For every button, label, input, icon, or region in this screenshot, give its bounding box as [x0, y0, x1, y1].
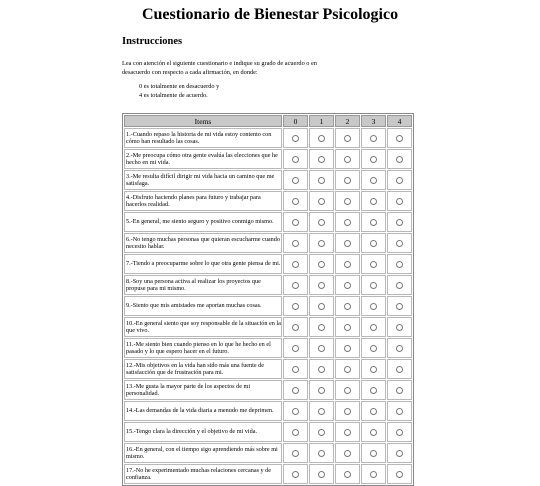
- item-text: 1.-Cuando repaso la historia de mi vida estoy contento con cómo han resultado las cosas.: [124, 128, 282, 148]
- radio-option-3[interactable]: [370, 240, 377, 247]
- option-cell: [335, 380, 360, 400]
- instructions-text: Lea con atención el siguiente cuestionario e indique su grado de acuerdo o en desacuerdo con respecto a cada afirmación, en donde:: [122, 60, 317, 76]
- option-cell: [361, 233, 386, 253]
- radio-option-4[interactable]: [396, 429, 403, 436]
- option-cell: [387, 401, 412, 421]
- scale-note-0: 0 es totalmente en desacuerdo y: [139, 83, 220, 90]
- item-text: 5.-En general, me siento seguro y positivo conmigo mismo.: [124, 212, 282, 232]
- option-cell: [283, 443, 308, 463]
- radio-option-0[interactable]: [292, 345, 299, 352]
- item-text: 12.-Mis objetivos en la vida han sido más una fuente de satisfacción que de frustración para mi.: [124, 359, 282, 379]
- table-row: [124, 464, 412, 484]
- radio-option-2[interactable]: [344, 177, 351, 184]
- radio-option-1[interactable]: [318, 135, 325, 142]
- option-cell: [283, 380, 308, 400]
- option-cell: [335, 149, 360, 169]
- radio-option-3[interactable]: [370, 450, 377, 457]
- scale-note-4: 4 es totalmente de acuerdo.: [139, 91, 208, 99]
- option-cell: [361, 254, 386, 274]
- radio-option-0[interactable]: [292, 177, 299, 184]
- option-cell: [309, 191, 334, 211]
- column-header-3: 3: [361, 115, 386, 127]
- item-text: 14.-Las demandas de la vida diaria a menudo me deprimen.: [124, 401, 282, 421]
- option-cell: [283, 296, 308, 316]
- radio-option-0[interactable]: [292, 303, 299, 310]
- radio-option-4[interactable]: [396, 261, 403, 268]
- radio-option-2[interactable]: [344, 471, 351, 478]
- option-cell: [309, 338, 334, 358]
- radio-option-4[interactable]: [396, 387, 403, 394]
- radio-option-0[interactable]: [292, 156, 299, 163]
- option-cell: [361, 422, 386, 442]
- item-text: 8.-Soy una persona activa al realizar los proyectos que propuse para mi mismo.: [124, 275, 282, 295]
- radio-option-0[interactable]: [292, 366, 299, 373]
- option-cell: [283, 191, 308, 211]
- radio-option-3[interactable]: [370, 303, 377, 310]
- radio-option-3[interactable]: [370, 135, 377, 142]
- radio-option-3[interactable]: [370, 387, 377, 394]
- option-cell: [335, 443, 360, 463]
- option-cell: [309, 422, 334, 442]
- option-cell: [361, 296, 386, 316]
- option-cell: [309, 401, 334, 421]
- option-cell: [335, 191, 360, 211]
- option-cell: [387, 149, 412, 169]
- radio-option-0[interactable]: [292, 135, 299, 142]
- radio-option-4[interactable]: [396, 471, 403, 478]
- radio-option-4[interactable]: [396, 282, 403, 289]
- radio-option-1[interactable]: [318, 240, 325, 247]
- radio-option-0[interactable]: [292, 282, 299, 289]
- table-row: [124, 296, 412, 316]
- table-row: [124, 443, 412, 463]
- radio-option-1[interactable]: [318, 366, 325, 373]
- radio-option-3[interactable]: [370, 471, 377, 478]
- option-cell: [335, 233, 360, 253]
- option-cell: [309, 359, 334, 379]
- radio-option-3[interactable]: [370, 219, 377, 226]
- option-cell: [387, 212, 412, 232]
- radio-option-4[interactable]: [396, 135, 403, 142]
- option-cell: [361, 149, 386, 169]
- option-cell: [387, 380, 412, 400]
- radio-option-2[interactable]: [344, 303, 351, 310]
- radio-option-4[interactable]: [396, 345, 403, 352]
- option-cell: [387, 359, 412, 379]
- item-text: 11.-Me siento bien cuando pienso en lo que he hecho en el pasado y lo que espero hacer en el futuro.: [124, 338, 282, 358]
- table-row: [124, 233, 412, 253]
- radio-option-0[interactable]: [292, 219, 299, 226]
- option-cell: [387, 443, 412, 463]
- option-cell: [309, 128, 334, 148]
- option-cell: [335, 338, 360, 358]
- radio-option-4[interactable]: [396, 198, 403, 205]
- option-cell: [283, 128, 308, 148]
- option-cell: [387, 464, 412, 484]
- table-row: [124, 254, 412, 274]
- option-cell: [387, 338, 412, 358]
- column-header-0: 0: [283, 115, 308, 127]
- option-cell: [335, 212, 360, 232]
- table-header-row: [124, 115, 412, 127]
- option-cell: [387, 170, 412, 190]
- option-cell: [387, 254, 412, 274]
- table-row: [124, 338, 412, 358]
- option-cell: [335, 254, 360, 274]
- table-row: [124, 359, 412, 379]
- table-row: [124, 191, 412, 211]
- option-cell: [283, 338, 308, 358]
- radio-option-0[interactable]: [292, 450, 299, 457]
- option-cell: [361, 191, 386, 211]
- option-cell: [309, 149, 334, 169]
- option-cell: [361, 212, 386, 232]
- option-cell: [361, 317, 386, 337]
- column-header-2: 2: [335, 115, 360, 127]
- radio-option-2[interactable]: [344, 387, 351, 394]
- radio-option-4[interactable]: [396, 408, 403, 415]
- radio-option-0[interactable]: [292, 261, 299, 268]
- table-row: [124, 401, 412, 421]
- radio-option-4[interactable]: [396, 324, 403, 331]
- radio-option-1[interactable]: [318, 282, 325, 289]
- option-cell: [283, 317, 308, 337]
- table-row: [124, 149, 412, 169]
- option-cell: [361, 443, 386, 463]
- radio-option-0[interactable]: [292, 471, 299, 478]
- item-text: 7.-Tiendo a preocuparme sobre lo que otra gente piensa de mi.: [124, 254, 282, 274]
- radio-option-0[interactable]: [292, 408, 299, 415]
- option-cell: [361, 170, 386, 190]
- table-row: [124, 380, 412, 400]
- table-row: [124, 275, 412, 295]
- radio-option-1[interactable]: [318, 408, 325, 415]
- radio-option-3[interactable]: [370, 156, 377, 163]
- radio-option-0[interactable]: [292, 429, 299, 436]
- option-cell: [283, 275, 308, 295]
- radio-option-1[interactable]: [318, 471, 325, 478]
- option-cell: [283, 254, 308, 274]
- radio-option-3[interactable]: [370, 177, 377, 184]
- scale-notes: [139, 83, 219, 100]
- option-cell: [309, 317, 334, 337]
- radio-option-3[interactable]: [370, 198, 377, 205]
- items-column-header: Items: [124, 115, 282, 127]
- radio-option-1[interactable]: [318, 261, 325, 268]
- radio-option-2[interactable]: [344, 261, 351, 268]
- option-cell: [309, 212, 334, 232]
- option-cell: [387, 422, 412, 442]
- option-cell: [309, 464, 334, 484]
- radio-option-0[interactable]: [292, 198, 299, 205]
- radio-option-4[interactable]: [396, 219, 403, 226]
- radio-option-1[interactable]: [318, 450, 325, 457]
- item-text: 6.-No tengo muchas personas que quieran escucharme cuando necesito hablar.: [124, 233, 282, 253]
- option-cell: [335, 128, 360, 148]
- option-cell: [283, 422, 308, 442]
- item-text: 10.-En general siento que soy responsable de la situación en la que vivo.: [124, 317, 282, 337]
- radio-option-3[interactable]: [370, 429, 377, 436]
- option-cell: [309, 296, 334, 316]
- option-cell: [387, 317, 412, 337]
- radio-option-4[interactable]: [396, 240, 403, 247]
- option-cell: [309, 275, 334, 295]
- option-cell: [309, 254, 334, 274]
- option-cell: [283, 359, 308, 379]
- radio-option-1[interactable]: [318, 429, 325, 436]
- instructions-heading: Instrucciones: [122, 36, 183, 47]
- radio-option-4[interactable]: [396, 366, 403, 373]
- option-cell: [283, 464, 308, 484]
- option-cell: [309, 233, 334, 253]
- option-cell: [283, 149, 308, 169]
- radio-option-1[interactable]: [318, 324, 325, 331]
- table-row: [124, 170, 412, 190]
- table-row: [124, 317, 412, 337]
- radio-option-2[interactable]: [344, 198, 351, 205]
- radio-option-3[interactable]: [370, 282, 377, 289]
- radio-option-2[interactable]: [344, 366, 351, 373]
- column-header-1: 1: [309, 115, 334, 127]
- radio-option-2[interactable]: [344, 135, 351, 142]
- radio-option-1[interactable]: [318, 345, 325, 352]
- option-cell: [387, 233, 412, 253]
- option-cell: [361, 338, 386, 358]
- table-row: [124, 128, 412, 148]
- item-text: 2.-Me preocupa cómo otra gente evalúa las elecciones que he hecho en mi vida.: [124, 149, 282, 169]
- radio-option-2[interactable]: [344, 156, 351, 163]
- radio-option-4[interactable]: [396, 177, 403, 184]
- option-cell: [387, 128, 412, 148]
- option-cell: [335, 275, 360, 295]
- radio-option-2[interactable]: [344, 345, 351, 352]
- option-cell: [387, 296, 412, 316]
- radio-option-2[interactable]: [344, 429, 351, 436]
- radio-option-2[interactable]: [344, 282, 351, 289]
- item-text: 15.-Tengo clara la dirección y el objetivo de mi vida.: [124, 422, 282, 442]
- option-cell: [283, 212, 308, 232]
- option-cell: [387, 191, 412, 211]
- radio-option-2[interactable]: [344, 408, 351, 415]
- item-text: 3.-Me resulta difícil dirigir mi vida hacia un camino que me satisfaga.: [124, 170, 282, 190]
- radio-option-2[interactable]: [344, 324, 351, 331]
- radio-option-3[interactable]: [370, 261, 377, 268]
- radio-option-4[interactable]: [396, 156, 403, 163]
- option-cell: [335, 296, 360, 316]
- option-cell: [335, 359, 360, 379]
- radio-option-0[interactable]: [292, 240, 299, 247]
- option-cell: [361, 128, 386, 148]
- option-cell: [283, 233, 308, 253]
- option-cell: [335, 317, 360, 337]
- column-header-4: 4: [387, 115, 412, 127]
- radio-option-2[interactable]: [344, 240, 351, 247]
- table-row: [124, 422, 412, 442]
- radio-option-3[interactable]: [370, 408, 377, 415]
- option-cell: [361, 359, 386, 379]
- option-cell: [361, 401, 386, 421]
- radio-option-1[interactable]: [318, 219, 325, 226]
- option-cell: [361, 464, 386, 484]
- option-cell: [387, 275, 412, 295]
- radio-option-0[interactable]: [292, 324, 299, 331]
- item-text: 16.-En general, con el tiempo sigo aprendiendo más sobre mi mismo.: [124, 443, 282, 463]
- radio-option-4[interactable]: [396, 303, 403, 310]
- page-title: Cuestionario de Bienestar Psicologico: [141, 6, 399, 23]
- radio-option-2[interactable]: [344, 450, 351, 457]
- radio-option-1[interactable]: [318, 303, 325, 310]
- radio-option-1[interactable]: [318, 387, 325, 394]
- radio-option-3[interactable]: [370, 324, 377, 331]
- radio-option-1[interactable]: [318, 198, 325, 205]
- item-text: 9.-Siento que mis amistades me aportan muchas cosas.: [124, 296, 282, 316]
- radio-option-0[interactable]: [292, 387, 299, 394]
- questionnaire-table: [122, 113, 414, 486]
- option-cell: [335, 422, 360, 442]
- option-cell: [309, 443, 334, 463]
- option-cell: [309, 380, 334, 400]
- radio-option-2[interactable]: [344, 219, 351, 226]
- option-cell: [361, 275, 386, 295]
- option-cell: [335, 401, 360, 421]
- radio-option-3[interactable]: [370, 345, 377, 352]
- item-text: 17.-No he experimentado muchas relaciones cercanas y de confianza.: [124, 464, 282, 484]
- radio-option-1[interactable]: [318, 177, 325, 184]
- item-text: 4.-Disfruto haciendo planes para futuro y trabajar para hacerlos realidad.: [124, 191, 282, 211]
- option-cell: [361, 380, 386, 400]
- radio-option-1[interactable]: [318, 156, 325, 163]
- option-cell: [335, 170, 360, 190]
- option-cell: [283, 401, 308, 421]
- table-row: [124, 212, 412, 232]
- option-cell: [309, 170, 334, 190]
- item-text: 13.-Me gusta la mayor parte de los aspectos de mi personalidad.: [124, 380, 282, 400]
- option-cell: [283, 170, 308, 190]
- radio-option-3[interactable]: [370, 366, 377, 373]
- option-cell: [335, 464, 360, 484]
- radio-option-4[interactable]: [396, 450, 403, 457]
